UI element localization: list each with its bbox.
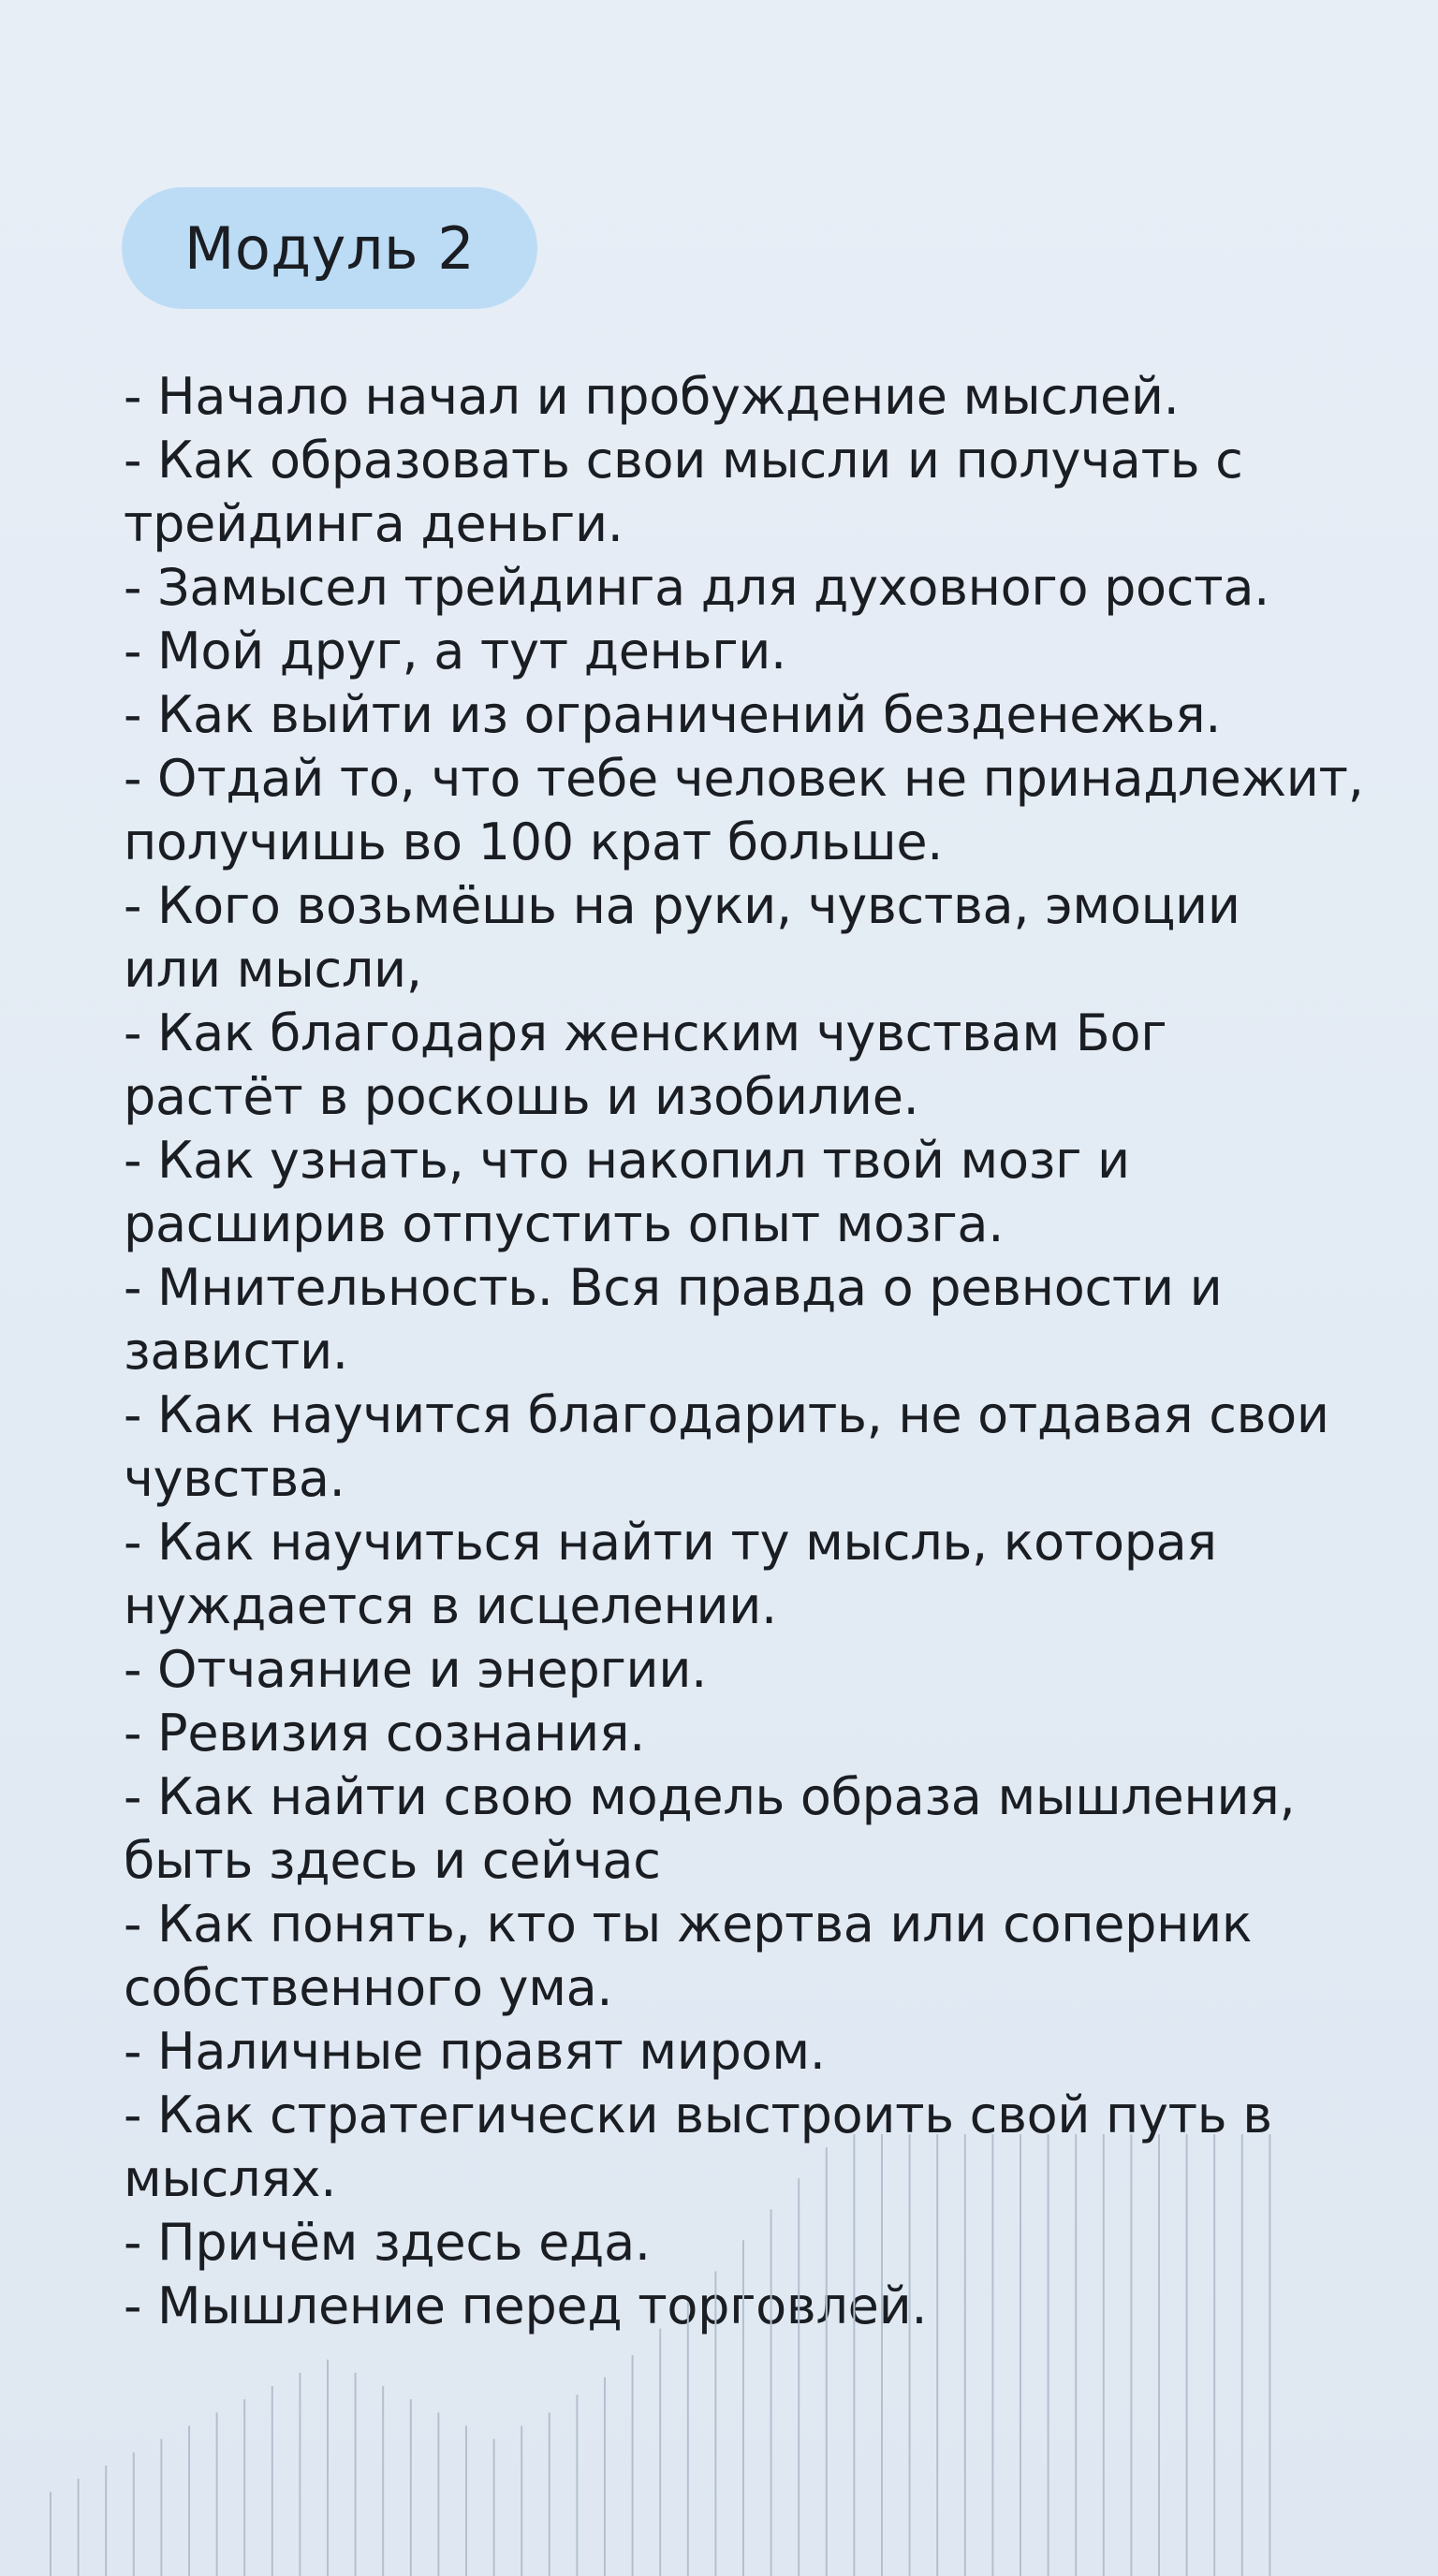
topic-line: - Отдай то, что тебе человек не принадлежит, [124,749,1364,808]
topic-line: - Ревизия сознания. [124,1704,646,1763]
topic-line: - Как благодаря женским чувствам Бог [124,1003,1167,1062]
topic-line: - Начало начал и пробуждение мыслей. [124,367,1180,426]
topic-line: получишь во 100 крат больше. [124,812,944,871]
topic-line: - Как стратегически выстроить свой путь в [124,2086,1272,2144]
module-title: Модуль 2 [183,213,476,283]
topic-line: зависти. [124,1322,348,1381]
topic-line: мыслях. [124,2149,337,2208]
topic-line: - Кого возьмёшь на руки, чувства, эмоции [124,876,1240,935]
topic-line: - Как выйти из ограничений безденежья. [124,685,1222,744]
topic-line: собственного ума. [124,1958,613,2017]
topic-line: - Отчаяние и энергии. [124,1640,708,1699]
topic-line: растёт в роскошь и изобилие. [124,1067,919,1126]
topic-line: быть здесь и сейчас [124,1831,661,1890]
topic-line: или мысли, [124,940,422,999]
topic-line: - Как понять, кто ты жертва или соперник [124,1895,1253,1954]
topic-line: - Причём здесь еда. [124,2213,651,2272]
topic-line: - Наличные правят миром. [124,2022,826,2081]
topic-line: - Мнительность. Вся правда о ревности и [124,1258,1223,1317]
topic-line: - Как научиться найти ту мысль, которая [124,1513,1217,1572]
topic-line: - Как научится благодарить, не отдавая свои [124,1385,1329,1444]
topic-line: нуждается в исцелении. [124,1576,777,1635]
topic-line: расширив отпустить опыт мозга. [124,1194,1005,1253]
topic-line: - Как узнать, что накопил твой мозг и [124,1131,1130,1190]
module-badge [122,187,537,309]
topic-line: - Как образовать свои мысли и получать с [124,431,1243,490]
topic-line: трейдинга деньги. [124,494,624,553]
topic-list [124,365,1378,2338]
topic-line: - Как найти свою модель образа мышления, [124,1767,1296,1826]
topic-line: чувства. [124,1449,345,1508]
topic-line: - Мышление перед торговлей. [124,2276,928,2335]
topic-line: - Мой друг, а тут деньги. [124,622,786,681]
topic-line: - Замысел трейдинга для духовного роста. [124,558,1269,617]
